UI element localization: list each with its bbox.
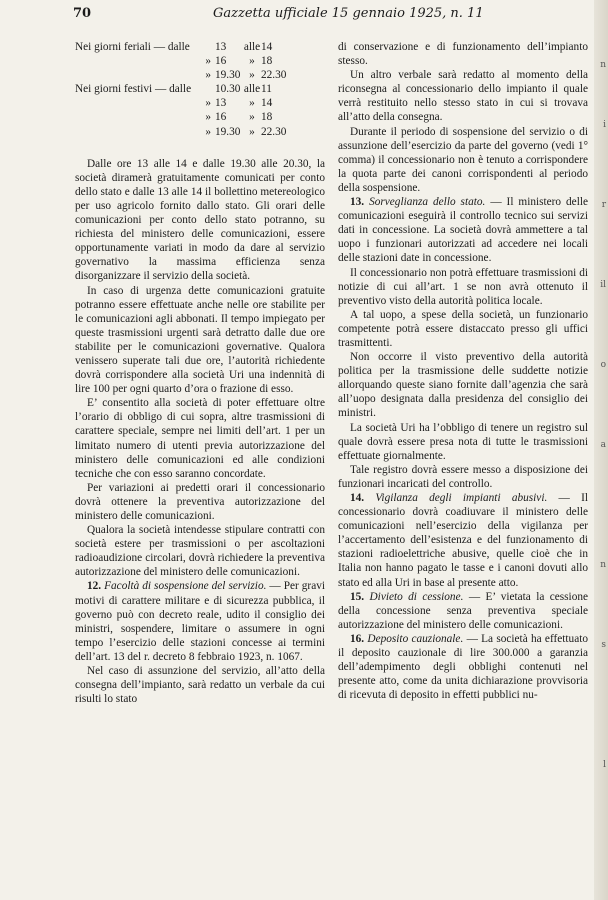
schedule-to: 18 xyxy=(261,111,273,124)
article-16-text: — La società ha effettuato il deposito cauzionale di lire 300.000 a garanzia dell’adempimento degli obblighi contenuti nel presente atto, come da unita dichiarazione provvisoria di ricevuta di deposito in effetti pubblici nu- xyxy=(338,632,589,702)
schedule-from: 13 xyxy=(215,41,227,53)
schedule-from: 10.30 xyxy=(215,83,241,96)
schedule-to: 14 xyxy=(261,97,273,110)
schedule-row xyxy=(75,40,325,54)
article-16-title: Deposito cauzionale. xyxy=(367,632,464,645)
article-15 xyxy=(338,590,588,632)
left-paragraph: Dalle ore 13 alle 14 e dalle 19.30 alle 20.30, la società diramerà gratuitamente comunicati per conto dello stato e dalle 13 alle 14 il bollettino metereologico per uso agricolo fornito dallo stato. Gli orari delle comunicazioni per conto dello stato potranno, su richiesta del ministero delle comunicazioni, essere opportunamente variati in modo da dare al servizio governativo la massima efficienza senza disorganizzare il servizio della società. xyxy=(75,157,325,283)
right-column xyxy=(338,40,588,702)
article-12-paragraph: Nel caso di assunzione del servizio, all’atto della consegna dell’impianto, sarà redatto un verbale da cui risulti lo stato xyxy=(75,665,325,706)
article-12-text: — Per gravi motivi di carattere militare e di sicurezza pubblica, il governo può con decreto reale, udito il consiglio dei ministri, sospendere, limitare o assumere in ogni tempo l’esercizio delle stazioni concesse ai termini dell’art. 13 del r. decreto 8 febbraio 1923, n. 1067. xyxy=(75,580,325,663)
schedule-separator: » xyxy=(249,69,255,82)
schedule-label: » xyxy=(205,97,211,110)
schedule-label: Nei giorni festivi — dalle xyxy=(75,83,192,96)
schedule-separator: alle xyxy=(243,83,261,96)
schedule-row xyxy=(75,82,325,96)
margin-char: n xyxy=(600,60,606,70)
schedule-label: » xyxy=(205,69,211,82)
left-paragraph: Per variazioni ai predetti orari il concessionario dovrà ottenere la preventiva autorizzazione del ministero delle comunicazioni. xyxy=(75,481,325,522)
page-header xyxy=(73,6,588,24)
schedule-to: 14 xyxy=(261,41,273,53)
margin-char: o xyxy=(600,360,606,370)
article-13-text: — Il ministero delle comunicazioni eseguirà il controllo tecnico sui servizi dati in concessione. La società dovrà ammettere a tal uopo i funzionari autorizzati ad accedere nei locali delle stazioni date in concessione. xyxy=(338,196,588,265)
schedule-label: » xyxy=(205,125,211,138)
schedule-from: 16 xyxy=(215,111,227,124)
article-13-paragraph: La società Uri ha l’obbligo di tenere un registro sul quale dovrà essere presa nota di tutte le trasmissioni effettuate giornalmente. xyxy=(338,421,588,462)
schedule-row xyxy=(75,68,325,82)
schedule-separator: » xyxy=(249,125,255,138)
schedule-row xyxy=(75,125,325,139)
margin-char: il xyxy=(600,280,606,290)
schedule-separator: » xyxy=(249,111,255,124)
article-15-title: Divieto di cessione. xyxy=(369,590,464,603)
page-number: 70 xyxy=(73,6,92,21)
right-paragraph: Un altro verbale sarà redatto al momento della riconsegna al concessionario dello impianto il quale verrà restituito nello stesso stato in cui si trovava all’atto della consegna. xyxy=(338,69,588,124)
left-paragraph: In caso di urgenza dette comunicazioni gratuite potranno essere effettuate anche nelle ore stabilite per le comunicazioni agli abbonati. Il tempo impiegato per queste trasmissioni urgenti sarà detratto dalle due ore stabilite per le comunicazioni governative. Qualora venissero superate tali due ore, l’autorità richiedente dovrà corrispondere alla società Uri una indennità di lire 100 per ogni quarto d’ora o frazione di esso. xyxy=(75,284,325,396)
schedule-from: 19.30 xyxy=(215,125,241,138)
schedule-to: 22.30 xyxy=(261,69,287,82)
schedule-from: 19.30 xyxy=(215,69,241,82)
article-13-title: Sorveglianza dello stato. xyxy=(369,196,486,209)
margin-char: l xyxy=(603,760,606,770)
schedule-label: » xyxy=(205,55,211,68)
schedule-separator: » xyxy=(249,55,255,68)
article-15-text: — E’ vietata la cessione della concessione senza preventiva speciale autorizzazione del ministero delle comunicazioni. xyxy=(338,590,589,631)
schedule-to: 22.30 xyxy=(261,125,287,138)
schedule-separator: alle xyxy=(243,41,261,53)
binding-margin xyxy=(594,0,608,900)
article-16 xyxy=(338,632,588,702)
gazette-title: Gazzetta ufficiale 15 gennaio 1925, n. 11 xyxy=(213,6,484,21)
margin-char: r xyxy=(601,200,606,210)
article-13-paragraph: A tal uopo, a spese della società, un funzionario competente potrà essere distaccato presso gli uffici trasmittenti. xyxy=(338,308,588,349)
schedule-row xyxy=(75,110,325,124)
article-13 xyxy=(338,195,588,265)
article-12-title: Facoltà di sospensione del servizio. xyxy=(104,580,267,593)
schedule-to: 11 xyxy=(261,83,272,96)
schedule-row xyxy=(75,96,325,110)
left-paragraph: E’ consentito alla società di poter effettuare oltre l’orario di obbligo di cui sopra, altre trasmissioni di carattere speciale, sempre nei limiti dell’art. 1 per un limitato numero di utenti previa autorizzazione del ministero delle comunicazioni ed alle condizioni tecniche che con esso saranno concordate. xyxy=(75,397,325,480)
article-13-paragraph: Il concessionario non potrà effettuare trasmissioni di notizie di cui all’art. 1 se non avrà ottenuto il preventivo visto della autorità politica locale. xyxy=(338,266,588,307)
article-14-number: 14. xyxy=(350,492,365,504)
margin-char: s xyxy=(601,640,606,650)
margin-char: a xyxy=(600,440,606,450)
margin-char: n xyxy=(600,560,606,570)
article-13-paragraph: Non occorre il visto preventivo della autorità politica per la trasmissione delle suddette notizie allorquando queste siano fornite dall’agenzia che sarà all’uopo designata dalla presidenza del consiglio dei ministri. xyxy=(338,351,588,420)
article-14 xyxy=(338,491,588,590)
schedule-label: Nei giorni feriali — dalle xyxy=(75,41,190,53)
schedule-separator: » xyxy=(249,97,255,110)
schedule-label: » xyxy=(205,111,211,124)
schedule-from: 13 xyxy=(215,97,227,110)
article-13-number: 13. xyxy=(350,196,365,209)
article-15-number: 15. xyxy=(350,590,365,603)
article-12-number: 12. xyxy=(87,580,102,593)
right-paragraph: di conservazione e di funzionamento dell’impianto stesso. xyxy=(338,41,588,68)
article-13-paragraph: Tale registro dovrà essere messo a disposizione dei funzionari incaricati del controllo. xyxy=(338,463,588,490)
schedule-from: 16 xyxy=(215,55,227,68)
schedule-row xyxy=(75,54,325,68)
article-14-text: — Il concessionario dovrà coadiuvare il ministero delle comunicazioni nell’esercizio della vigilanza per l’accertamento dell’esistenza e del funzionamento di stazioni radioelettriche abusive, quelle cioè che in Italia non hanno pagato le tasse e i canoni dovuti allo stato ed alla Uri in base al presente atto. xyxy=(338,492,588,589)
right-paragraph: Durante il periodo di sospensione del servizio o di assunzione dell’esercizio da parte del governo (vedi 1° comma) il concessionario non è tenuto a corrispondere la quota parte dei canoni corrispondenti al periodo della sospensione. xyxy=(338,125,588,194)
article-16-number: 16. xyxy=(350,632,365,645)
article-14-title: Vigilanza degli impianti abusivi. xyxy=(375,492,548,504)
margin-char: i xyxy=(603,120,606,130)
left-paragraph: Qualora la società intendesse stipulare contratti con società estere per trasmissioni o per ascoltazioni radioaudizione circolari, dovrà richiedere la preventiva autorizzazione del ministero delle comunicazioni. xyxy=(75,524,325,579)
schedule-to: 18 xyxy=(261,55,273,68)
left-column xyxy=(75,40,325,706)
broadcast-schedule xyxy=(75,40,325,139)
article-12 xyxy=(75,579,325,664)
